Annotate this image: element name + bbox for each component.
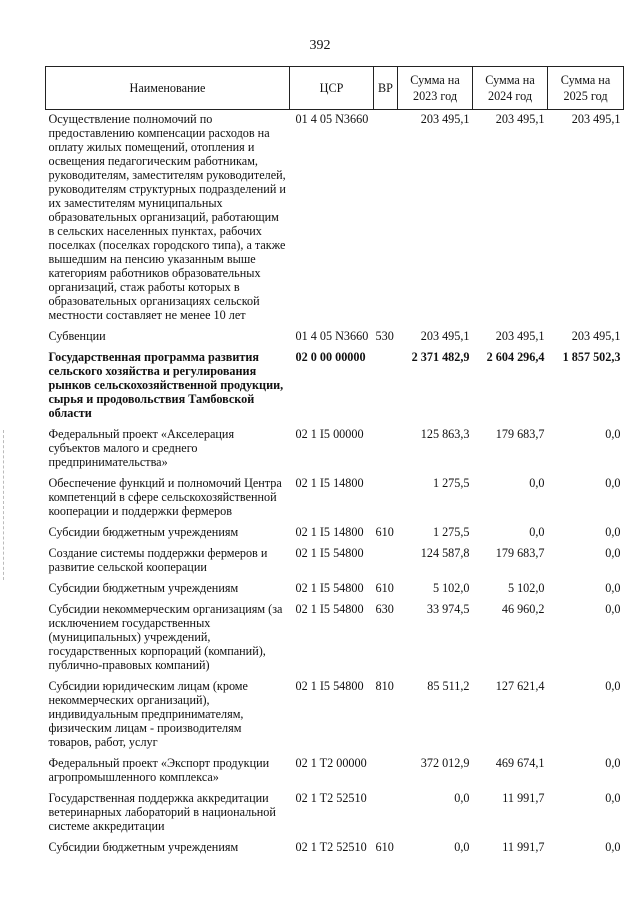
row-vr xyxy=(374,425,398,474)
row-csr: 01 4 05 N3660 xyxy=(295,329,369,343)
row-vr xyxy=(374,789,398,838)
row-sum-2024: 469 674,1 xyxy=(495,756,545,770)
row-sum-2024: 203 495,1 xyxy=(495,112,545,126)
table-body xyxy=(46,110,624,860)
row-sum-2024: 127 621,4 xyxy=(495,679,545,693)
table-header-row xyxy=(46,67,624,110)
table-row xyxy=(46,544,624,579)
row-sum-2025: 203 495,1 xyxy=(571,112,621,126)
row-vr: 530 xyxy=(375,329,394,343)
row-name: Федеральный проект «Экспорт продукции агропромышленного комплекса» xyxy=(48,756,270,784)
row-vr: 610 xyxy=(375,525,394,539)
row-sum-2025: 203 495,1 xyxy=(571,329,621,343)
table-row xyxy=(46,754,624,789)
row-sum-2025: 0,0 xyxy=(605,791,621,805)
row-sum-2023: 1 275,5 xyxy=(432,476,470,490)
row-vr xyxy=(374,110,398,328)
table-row xyxy=(46,677,624,754)
row-csr: 02 1 T2 52510 xyxy=(295,840,367,854)
row-name: Субсидии некоммерческим организациям (за исключением государственных (муниципальных) учреждений, государственных корпораций (компаний), публично-правовых компаний) xyxy=(48,602,283,672)
row-vr: 610 xyxy=(375,581,394,595)
table-row xyxy=(46,838,624,859)
header-vr: ВР xyxy=(374,67,398,110)
row-sum-2023: 0,0 xyxy=(454,791,470,805)
row-sum-2023: 124 587,8 xyxy=(420,546,470,560)
row-csr: 02 1 T2 00000 xyxy=(295,756,367,770)
row-name: Государственная программа развития сельского хозяйства и регулирования рынков сельскохозяйственной продукции, сырья и продовольствия Тамбовской области xyxy=(48,350,284,420)
row-vr xyxy=(374,474,398,523)
row-csr: 02 1 I5 14800 xyxy=(295,476,364,490)
row-vr xyxy=(374,754,398,789)
row-sum-2025: 0,0 xyxy=(605,602,621,616)
row-sum-2025: 0,0 xyxy=(605,756,621,770)
row-sum-2024: 203 495,1 xyxy=(495,329,545,343)
header-csr: ЦСР xyxy=(290,67,374,110)
row-name: Осуществление полномочий по предоставлению компенсации расходов на оплату жилых помещений, отопления и освещения педагогическим работникам, руководителям, заместителям руководителей, руководителям структурных подразделений и их заместителям муниципальных образовательных организаций, работающим в сельских населенных пунктах, рабочих поселках (поселках городского типа), а также вышедшим на пенсию указанным выше категориям работников образовательных организаций, стаж работы которых в образовательных организациях сельской местности составляет не менее 10 лет xyxy=(48,112,286,322)
row-sum-2023: 33 974,5 xyxy=(426,602,470,616)
row-sum-2024: 11 991,7 xyxy=(502,791,545,805)
row-sum-2024: 179 683,7 xyxy=(495,427,545,441)
row-sum-2023: 372 012,9 xyxy=(420,756,470,770)
row-sum-2025: 0,0 xyxy=(605,546,621,560)
row-csr: 02 1 I5 54800 xyxy=(295,581,364,595)
row-vr xyxy=(374,348,398,425)
row-sum-2025: 0,0 xyxy=(605,427,621,441)
header-2023: Сумма на 2023 год xyxy=(398,67,473,110)
row-sum-2025: 0,0 xyxy=(605,581,621,595)
row-sum-2024: 5 102,0 xyxy=(507,581,545,595)
row-sum-2023: 125 863,3 xyxy=(420,427,470,441)
row-sum-2025: 0,0 xyxy=(605,525,621,539)
row-name: Субсидии бюджетным учреждениям xyxy=(48,581,239,595)
row-sum-2023: 5 102,0 xyxy=(432,581,470,595)
row-name: Субвенции xyxy=(48,329,106,343)
row-sum-2025: 0,0 xyxy=(605,840,621,854)
table-row xyxy=(46,425,624,474)
table-row xyxy=(46,327,624,348)
row-csr: 02 1 T2 52510 xyxy=(295,791,367,805)
row-vr: 630 xyxy=(375,602,394,616)
row-sum-2024: 2 604 296,4 xyxy=(486,350,545,364)
row-csr: 02 1 I5 54800 xyxy=(295,679,364,693)
row-sum-2023: 203 495,1 xyxy=(420,329,470,343)
row-vr: 610 xyxy=(375,840,394,854)
budget-table xyxy=(45,66,624,859)
row-sum-2024: 0,0 xyxy=(529,476,545,490)
row-sum-2024: 0,0 xyxy=(529,525,545,539)
row-name: Субсидии бюджетным учреждениям xyxy=(48,525,239,539)
row-csr: 01 4 05 N3660 xyxy=(295,112,369,126)
row-sum-2023: 203 495,1 xyxy=(420,112,470,126)
row-csr: 02 0 00 00000 xyxy=(295,350,366,364)
row-sum-2023: 0,0 xyxy=(454,840,470,854)
row-vr xyxy=(374,544,398,579)
row-vr: 810 xyxy=(375,679,394,693)
row-sum-2024: 46 960,2 xyxy=(501,602,545,616)
row-csr: 02 1 I5 00000 xyxy=(295,427,364,441)
header-2025: Сумма на 2025 год xyxy=(548,67,624,110)
margin-mark xyxy=(3,430,6,580)
header-name: Наименование xyxy=(46,67,290,110)
row-sum-2025: 0,0 xyxy=(605,679,621,693)
row-name: Создание системы поддержки фермеров и развитие сельской кооперации xyxy=(48,546,268,574)
row-sum-2025: 1 857 502,3 xyxy=(562,350,621,364)
table-row xyxy=(46,523,624,544)
page-number: 392 xyxy=(309,38,331,53)
row-csr: 02 1 I5 14800 xyxy=(295,525,364,539)
row-sum-2023: 2 371 482,9 xyxy=(411,350,470,364)
row-sum-2024: 179 683,7 xyxy=(495,546,545,560)
row-csr: 02 1 I5 54800 xyxy=(295,602,364,616)
header-2024: Сумма на 2024 год xyxy=(473,67,548,110)
row-sum-2023: 1 275,5 xyxy=(432,525,470,539)
table-row xyxy=(46,348,624,425)
row-sum-2023: 85 511,2 xyxy=(427,679,470,693)
row-name: Федеральный проект «Акселерация субъектов малого и среднего предпринимательства» xyxy=(48,427,235,469)
row-name: Субсидии юридическим лицам (кроме некоммерческих организаций), индивидуальным предпринимателям, физическим лицам - производителям товаров, работ, услуг xyxy=(48,679,248,749)
table-row xyxy=(46,789,624,838)
row-name: Государственная поддержка аккредитации ветеринарных лабораторий в национальной системе аккредитации xyxy=(48,791,276,833)
row-csr: 02 1 I5 54800 xyxy=(295,546,364,560)
table-row xyxy=(46,474,624,523)
row-name: Субсидии бюджетным учреждениям xyxy=(48,840,239,854)
table-row xyxy=(46,600,624,677)
table-row xyxy=(46,579,624,600)
row-sum-2024: 11 991,7 xyxy=(502,840,545,854)
table-row xyxy=(46,110,624,328)
row-sum-2025: 0,0 xyxy=(605,476,621,490)
row-name: Обеспечение функций и полномочий Центра компетенций в сфере сельскохозяйственной кооперации и поддержки фермеров xyxy=(48,476,282,518)
